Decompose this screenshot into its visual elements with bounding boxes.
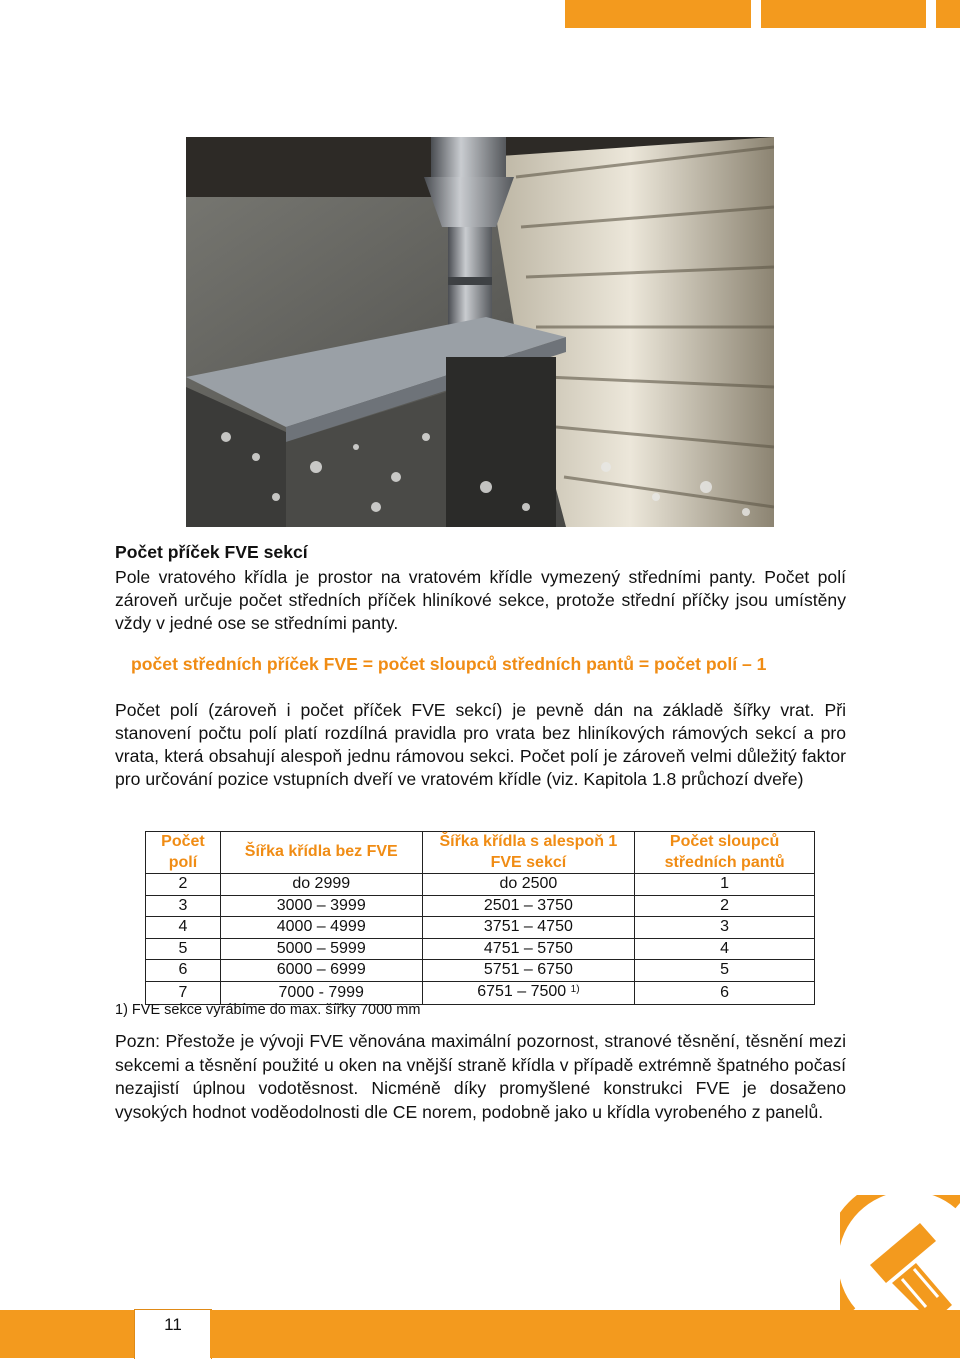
page-number: 11	[164, 1315, 182, 1334]
cell-fields: 6	[146, 960, 221, 982]
cell-width-without-fve: 4000 – 4999	[220, 917, 422, 939]
cell-width-with-fve-value: 6751 – 7500	[477, 982, 567, 1000]
header-fields-count: Počet polí	[146, 832, 221, 874]
cell-width-without-fve: 7000 - 7999	[220, 981, 422, 1005]
bottom-accent-bar-left	[0, 1310, 134, 1358]
top-accent-bar-1	[565, 0, 751, 28]
cell-fields: 2	[146, 874, 221, 896]
table-row	[146, 917, 815, 939]
cell-hinge-columns: 5	[635, 960, 815, 982]
table-row	[146, 960, 815, 982]
cell-hinge-columns: 3	[635, 917, 815, 939]
top-accent-bar-3	[936, 0, 960, 28]
section-heading: Počet příček FVE sekcí	[115, 542, 308, 562]
cell-width-with-fve: do 2500	[422, 874, 635, 896]
cell-hinge-columns: 6	[635, 981, 815, 1005]
bottom-accent-bar-right	[210, 1310, 960, 1358]
table-row	[146, 895, 815, 917]
table-header-row	[146, 832, 815, 874]
company-logo	[840, 1195, 960, 1325]
cell-width-with-fve: 2501 – 3750	[422, 895, 635, 917]
header-width-with-fve: Šířka křídla s alespoň 1 FVE sekcí	[422, 832, 635, 874]
note-paragraph: Pozn: Přestože je vývoji FVE věnována maximální pozornost, stranové těsnění, těsnění mezi sekcemi a těsnění použité u oken na vnější straně křídla v případě extrémně špatného počasí nezajistí úplnou vodotěsnost. Nicméně díky promyšlené konstrukci FVE je dosaženo vysokých hodnot voděodolnosti dle CE norem, podobně jako u křídla vyrobeného z panelů.	[115, 1031, 846, 1122]
cell-width-with-fve: 3751 – 4750	[422, 917, 635, 939]
intro-paragraph: Pole vratového křídla je prostor na vratovém křídle vymezený středními panty. Počet polí zároveň určuje počet středních příček hliníkové sekce, protože střední příčky jsou umístěny vždy v jedné ose se středními panty.	[115, 567, 846, 633]
cell-width-without-fve: do 2999	[220, 874, 422, 896]
cell-width-with-fve: 4751 – 5750	[422, 938, 635, 960]
milling-machine-photo	[186, 137, 774, 527]
cell-fields: 7	[146, 981, 221, 1005]
cell-fields: 5	[146, 938, 221, 960]
header-width-without-fve: Šířka křídla bez FVE	[220, 832, 422, 874]
header-hinge-columns: Počet sloupců středních pantů	[635, 832, 815, 874]
fields-table	[145, 831, 815, 1005]
cell-hinge-columns: 2	[635, 895, 815, 917]
cell-width-without-fve: 5000 – 5999	[220, 938, 422, 960]
top-accent-bar-2	[761, 0, 926, 28]
table-footnote: 1) FVE sekce vyrábíme do max. šířky 7000 mm	[115, 1002, 421, 1018]
cell-hinge-columns: 4	[635, 938, 815, 960]
cell-width-without-fve: 6000 – 6999	[220, 960, 422, 982]
cell-width-with-fve	[422, 981, 635, 1005]
cell-hinge-columns: 1	[635, 874, 815, 896]
cell-fields: 4	[146, 917, 221, 939]
cell-fields: 3	[146, 895, 221, 917]
cell-width-with-fve: 5751 – 6750	[422, 960, 635, 982]
table-row	[146, 938, 815, 960]
page-number-box	[134, 1309, 212, 1359]
table-row	[146, 981, 815, 1005]
rules-paragraph: Počet polí (zároveň i počet příček FVE sekcí) je pevně dán na základě šířky vrat. Při stanovení počtu polí platí rozdílná pravidla pro vrata bez hliníkových rámových sekcí a pro vrata, která obsahují alespoň jednu rámovou sekci. Počet polí je zároveň velmi důležitý faktor pro určování pozice vstupních dveří ve vratovém křídle (viz. Kapitola 1.8 průchozí dveře)	[115, 700, 846, 789]
footnote-mark: 1)	[570, 983, 580, 995]
table-row	[146, 874, 815, 896]
cell-width-without-fve: 3000 – 3999	[220, 895, 422, 917]
formula-line: počet středních příček FVE = počet sloupců středních pantů = počet polí – 1	[131, 654, 767, 674]
